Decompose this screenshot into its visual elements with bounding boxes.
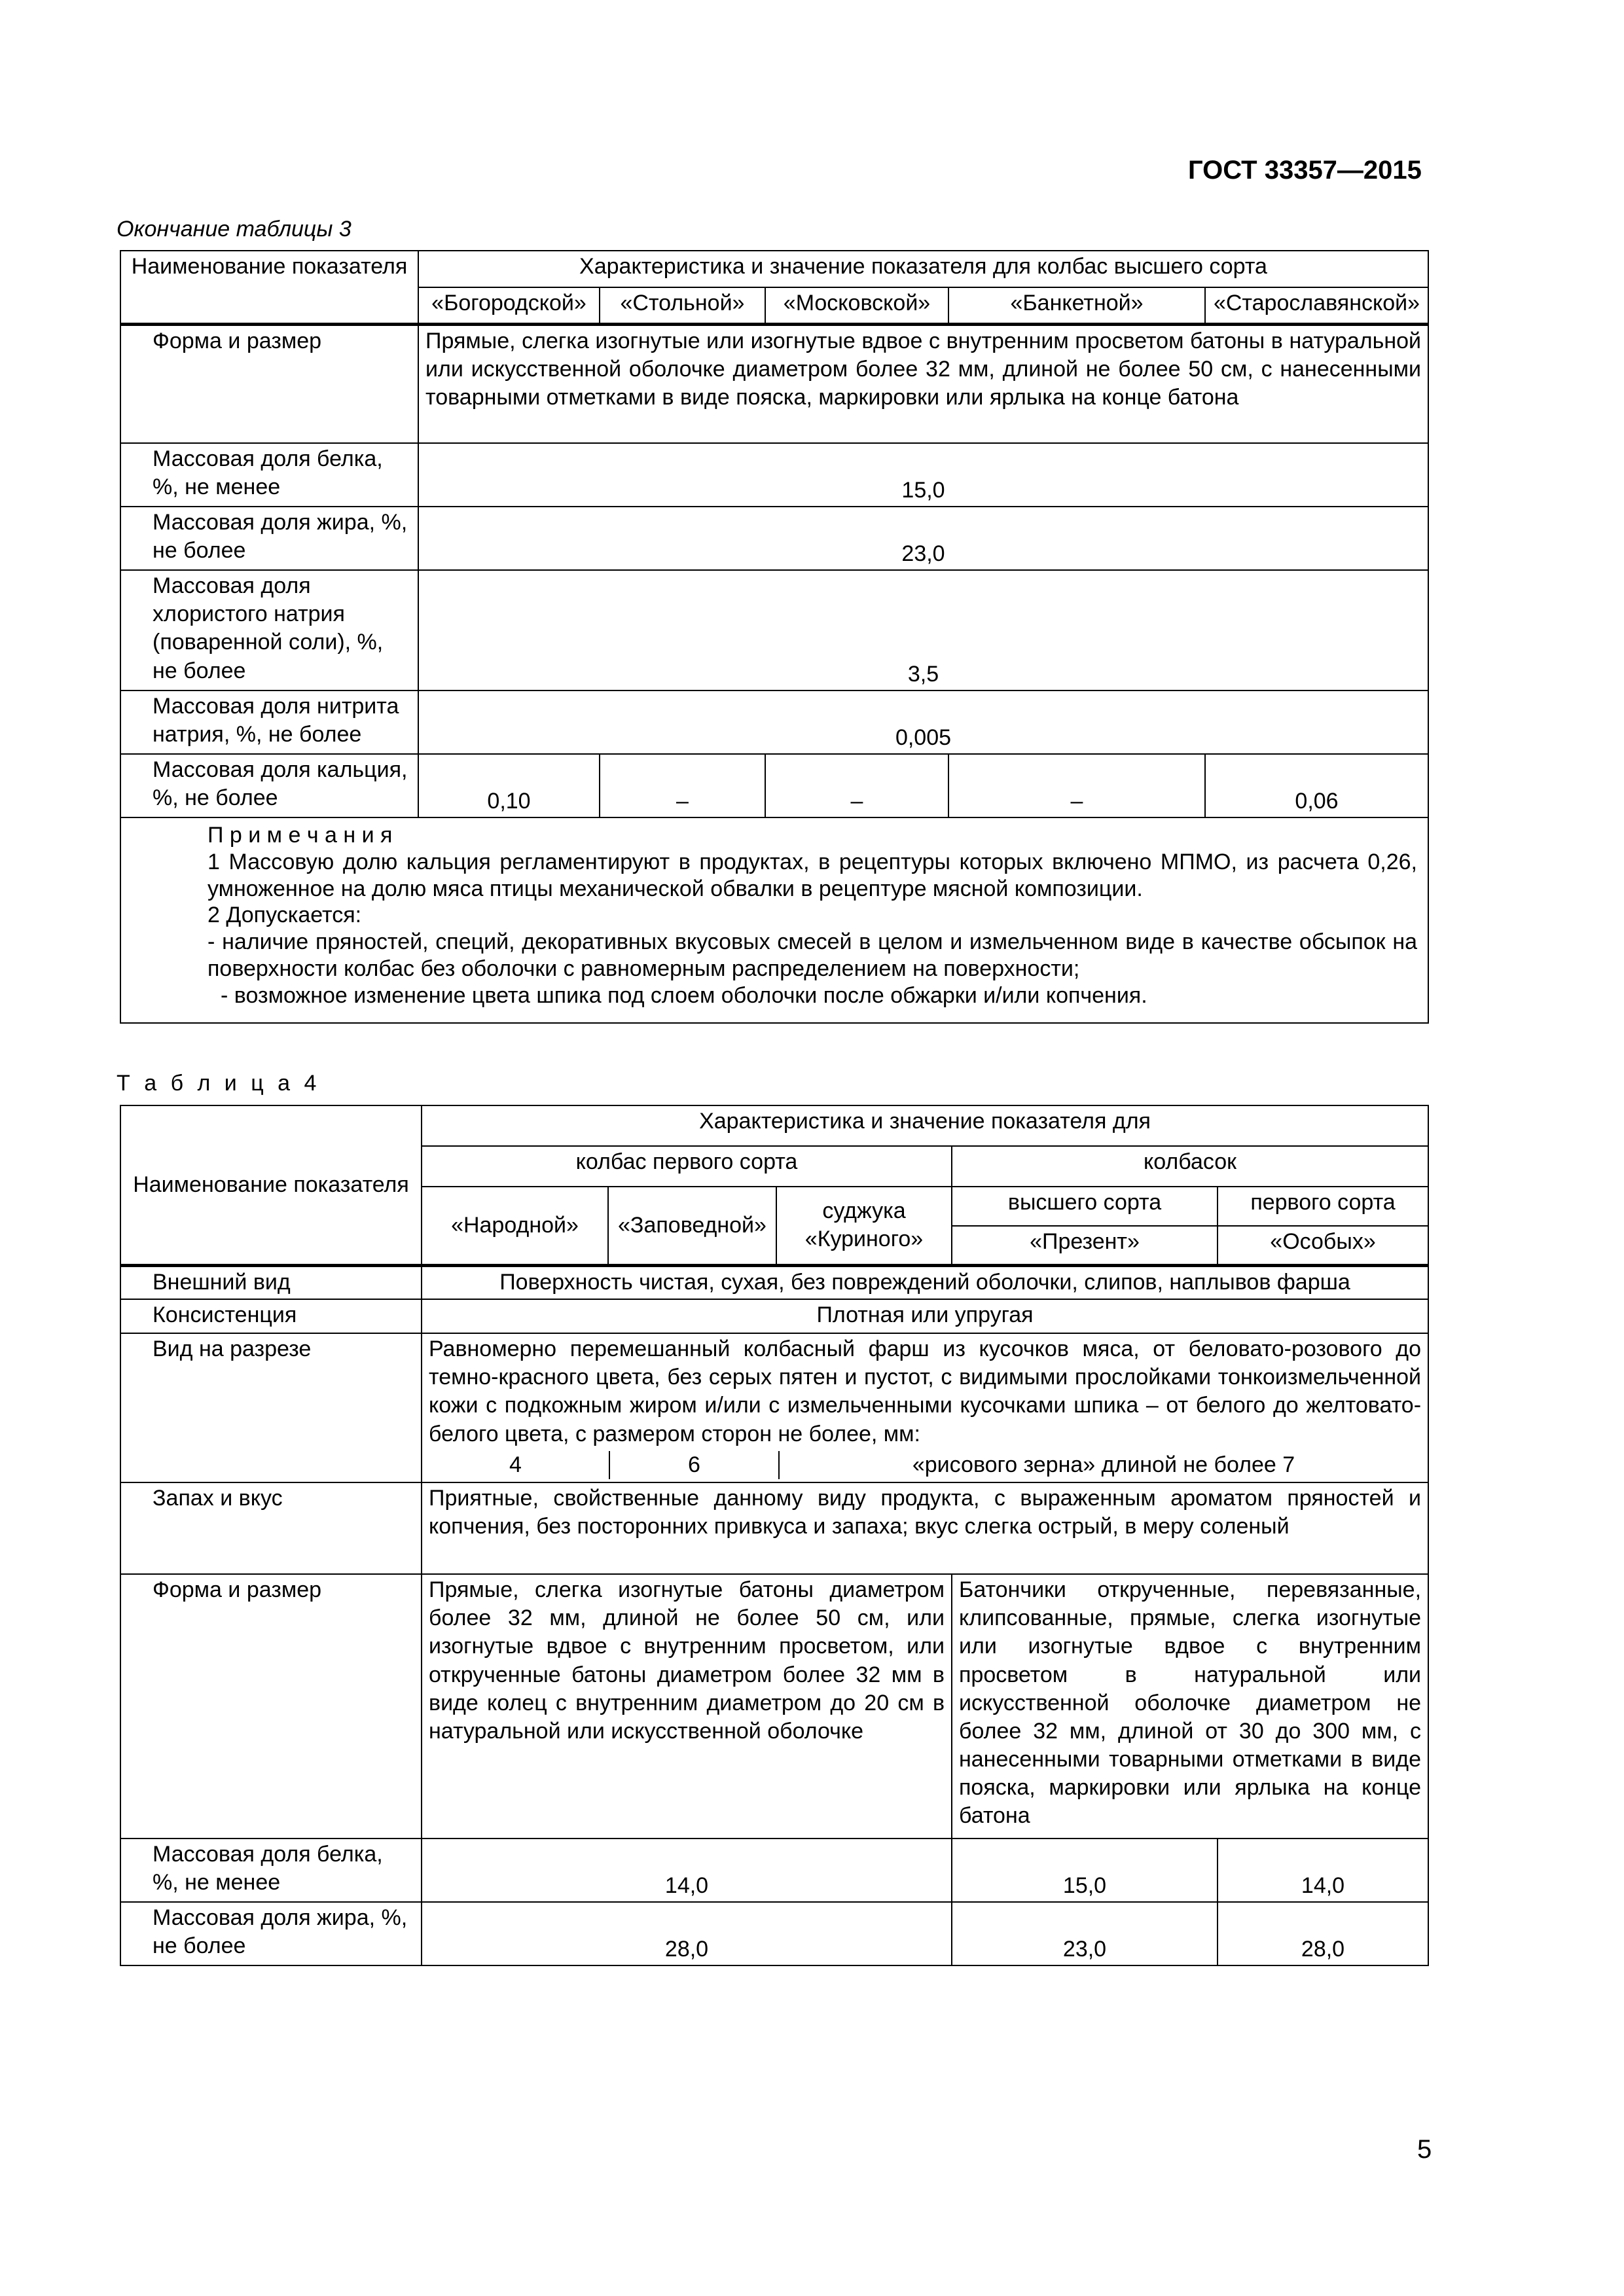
table4-row-section-cell xyxy=(422,1333,1428,1482)
table3-header-main: Характеристика и значение показателя для колбас высшего сорта xyxy=(418,251,1428,287)
table4-col-osobykh: «Особых» xyxy=(1218,1226,1428,1265)
table4-row-appearance-value: Поверхность чистая, сухая, без повреждений оболочки, слипов, наплывов фарша xyxy=(422,1265,1428,1299)
table4-row-protein-name: Массовая доля белка, %, не менее xyxy=(120,1839,422,1902)
table4-sub-first: первого сорта xyxy=(1218,1187,1428,1226)
table3-note-2b: - возможное изменение цвета шпика под слоем оболочки после обжарки и/или копчения. xyxy=(221,982,1147,1008)
table3-row-nitrite-value: 0,005 xyxy=(418,691,1428,754)
table4-protein-osobykh: 14,0 xyxy=(1218,1839,1428,1902)
table3-row-protein-name: Массовая доля белка, %, не менее xyxy=(120,443,418,507)
table4-caption: Т а б л и ц а 4 xyxy=(117,1071,321,1096)
table3-header-name: Наименование показателя xyxy=(120,251,418,324)
table4-row-smell-value: Приятные, свойственные данному виду продукта, с выраженным ароматом пряностей и копчения, без посторонних привкуса и запаха; вкус слегка острый, в меру соленый xyxy=(422,1482,1428,1574)
table4-col-zapovednoy: «Заповедной» xyxy=(608,1187,776,1265)
table3-row-salt-value: 3,5 xyxy=(418,570,1428,691)
table4-section-size-rice: «рисового зерна» длиной не более 7 xyxy=(912,1452,1295,1477)
table4-row-consistency-name: Консистенция xyxy=(120,1299,422,1333)
table3-note-1 xyxy=(129,849,1417,903)
table3-note-2: 2 Допускается: xyxy=(208,903,362,928)
table3-calcium-bogorodskoy: 0,10 xyxy=(418,754,600,817)
table3-calcium-stolnoy: – xyxy=(600,754,765,817)
table4-section-size-6: 6 xyxy=(610,1451,780,1479)
table4-fat-first-grade: 28,0 xyxy=(422,1902,952,1965)
table4-protein-prezent: 15,0 xyxy=(952,1839,1218,1902)
table3-col-banketnoy: «Банкетной» xyxy=(948,287,1205,324)
table4-row-smell-name: Запах и вкус xyxy=(120,1482,422,1574)
table3-row-calcium-name: Массовая доля кальция, %, не более xyxy=(120,754,418,817)
table3-calcium-banketnoy: – xyxy=(948,754,1205,817)
table3-col-moskovskoy: «Московской» xyxy=(765,287,948,324)
table4-row-section-value: Равномерно перемешанный колбасный фарш из кусочков мяса, от беловато-розового до темно-красного цвета, без серых пятен и пустот, с видимыми прослойками тонкоизмельченной кожи с подкожным жиром и/или с измельченными кусочками шпика – от белого до желтовато-белого цвета, с размером сторон не более, мм: xyxy=(429,1336,1422,1446)
table3-row-shape-name: Форма и размер xyxy=(120,324,418,443)
table3-row-fat-name: Массовая доля жира, %, не более xyxy=(120,507,418,570)
table4-sub-highest: высшего сорта xyxy=(952,1187,1218,1226)
table3-row-salt-name: Массовая доля хлористого натрия (поваренной соли), %, не более xyxy=(120,570,418,691)
table4-group-kolbasok: колбасок xyxy=(952,1146,1428,1187)
table3-col-stolnoy: «Стольной» xyxy=(600,287,765,324)
table4-protein-first-grade: 14,0 xyxy=(422,1839,952,1902)
table3-notes-title: П р и м е ч а н и я xyxy=(208,823,393,848)
document-standard-header: ГОСТ 33357—2015 xyxy=(1188,156,1422,185)
table4-header-main: Характеристика и значение показателя для xyxy=(422,1105,1428,1146)
table3-row-shape-value: Прямые, слегка изогнутые или изогнутые вдвое с внутренним просветом батоны в натуральной или искусственной оболочке диаметром более 32 мм, длиной не более 50 см, с нанесенными товарными отметками в виде пояска, маркировки или ярлыка на конце батона xyxy=(418,324,1428,443)
table3-calcium-moskovskoy: – xyxy=(765,754,948,817)
table4-col-sudzhuka: суджука «Куриного» xyxy=(776,1187,952,1265)
table3-notes xyxy=(120,817,1428,1023)
table3-row-protein-value: 15,0 xyxy=(418,443,1428,507)
table4-header-name: Наименование показателя xyxy=(120,1105,422,1265)
table4-col-prezent: «Презент» xyxy=(952,1226,1218,1265)
table4-row-section-name: Вид на разрезе xyxy=(120,1333,422,1482)
table4-row-shape-name: Форма и размер xyxy=(120,1574,422,1839)
table3-note-2a: - наличие пряностей, специй, декоративных вкусовых смесей в целом и измельченном виде в качестве обсыпок на поверхности колбас без оболочки с равномерным распределением на поверхности; xyxy=(208,929,1418,981)
table4-section-sizes xyxy=(422,1451,1428,1479)
table3-caption: Окончание таблицы 3 xyxy=(117,217,352,242)
table4-row-shape-right: Батончики открученные, перевязанные, клипсованные, прямые, слегка изогнутые или изогнутые вдвое с внутренним просветом в натуральной или искусственной оболочке диаметром не более 32 мм, длиной от 30 до 300 мм, с нанесенными товарными отметками в виде пояска, маркировки или ярлыка на конце батона xyxy=(952,1574,1428,1839)
table-4 xyxy=(120,1105,1429,1966)
table4-col-narodnoy: «Народной» xyxy=(422,1187,608,1265)
table4-group-first-grade: колбас первого сорта xyxy=(422,1146,952,1187)
table3-col-staroslavyanskoy: «Старославянской» xyxy=(1205,287,1428,324)
table4-fat-prezent: 23,0 xyxy=(952,1902,1218,1965)
table4-row-shape-left: Прямые, слегка изогнутые батоны диаметром более 32 мм, длиной не более 50 см, или изогнутые вдвое с внутренним просветом, или открученные батоны диаметром более 32 мм в виде колец с внутренним диаметром до 20 см в натуральной или искусственной оболочке xyxy=(422,1574,952,1839)
table3-calcium-staroslavyanskoy: 0,06 xyxy=(1205,754,1428,817)
table3-note-1-text: 1 Массовую долю кальция регламентируют в продуктах, в рецептуры которых включено МПМО, из расчета 0,26, умноженное на долю мяса птицы механической обвалки в рецептуре мясной композиции. xyxy=(208,849,1418,901)
table-3 xyxy=(120,250,1429,1024)
page-number: 5 xyxy=(1417,2135,1432,2164)
table3-row-nitrite-name: Массовая доля нитрита натрия, %, не более xyxy=(120,691,418,754)
table3-row-fat-value: 23,0 xyxy=(418,507,1428,570)
table3-col-bogorodskoy: «Богородской» xyxy=(418,287,600,324)
table4-section-size-4: 4 xyxy=(422,1451,610,1479)
table4-row-consistency-value: Плотная или упругая xyxy=(422,1299,1428,1333)
table4-row-fat-name: Массовая доля жира, %, не более xyxy=(120,1902,422,1965)
table4-fat-osobykh: 28,0 xyxy=(1218,1902,1428,1965)
table4-row-appearance-name: Внешний вид xyxy=(120,1265,422,1299)
